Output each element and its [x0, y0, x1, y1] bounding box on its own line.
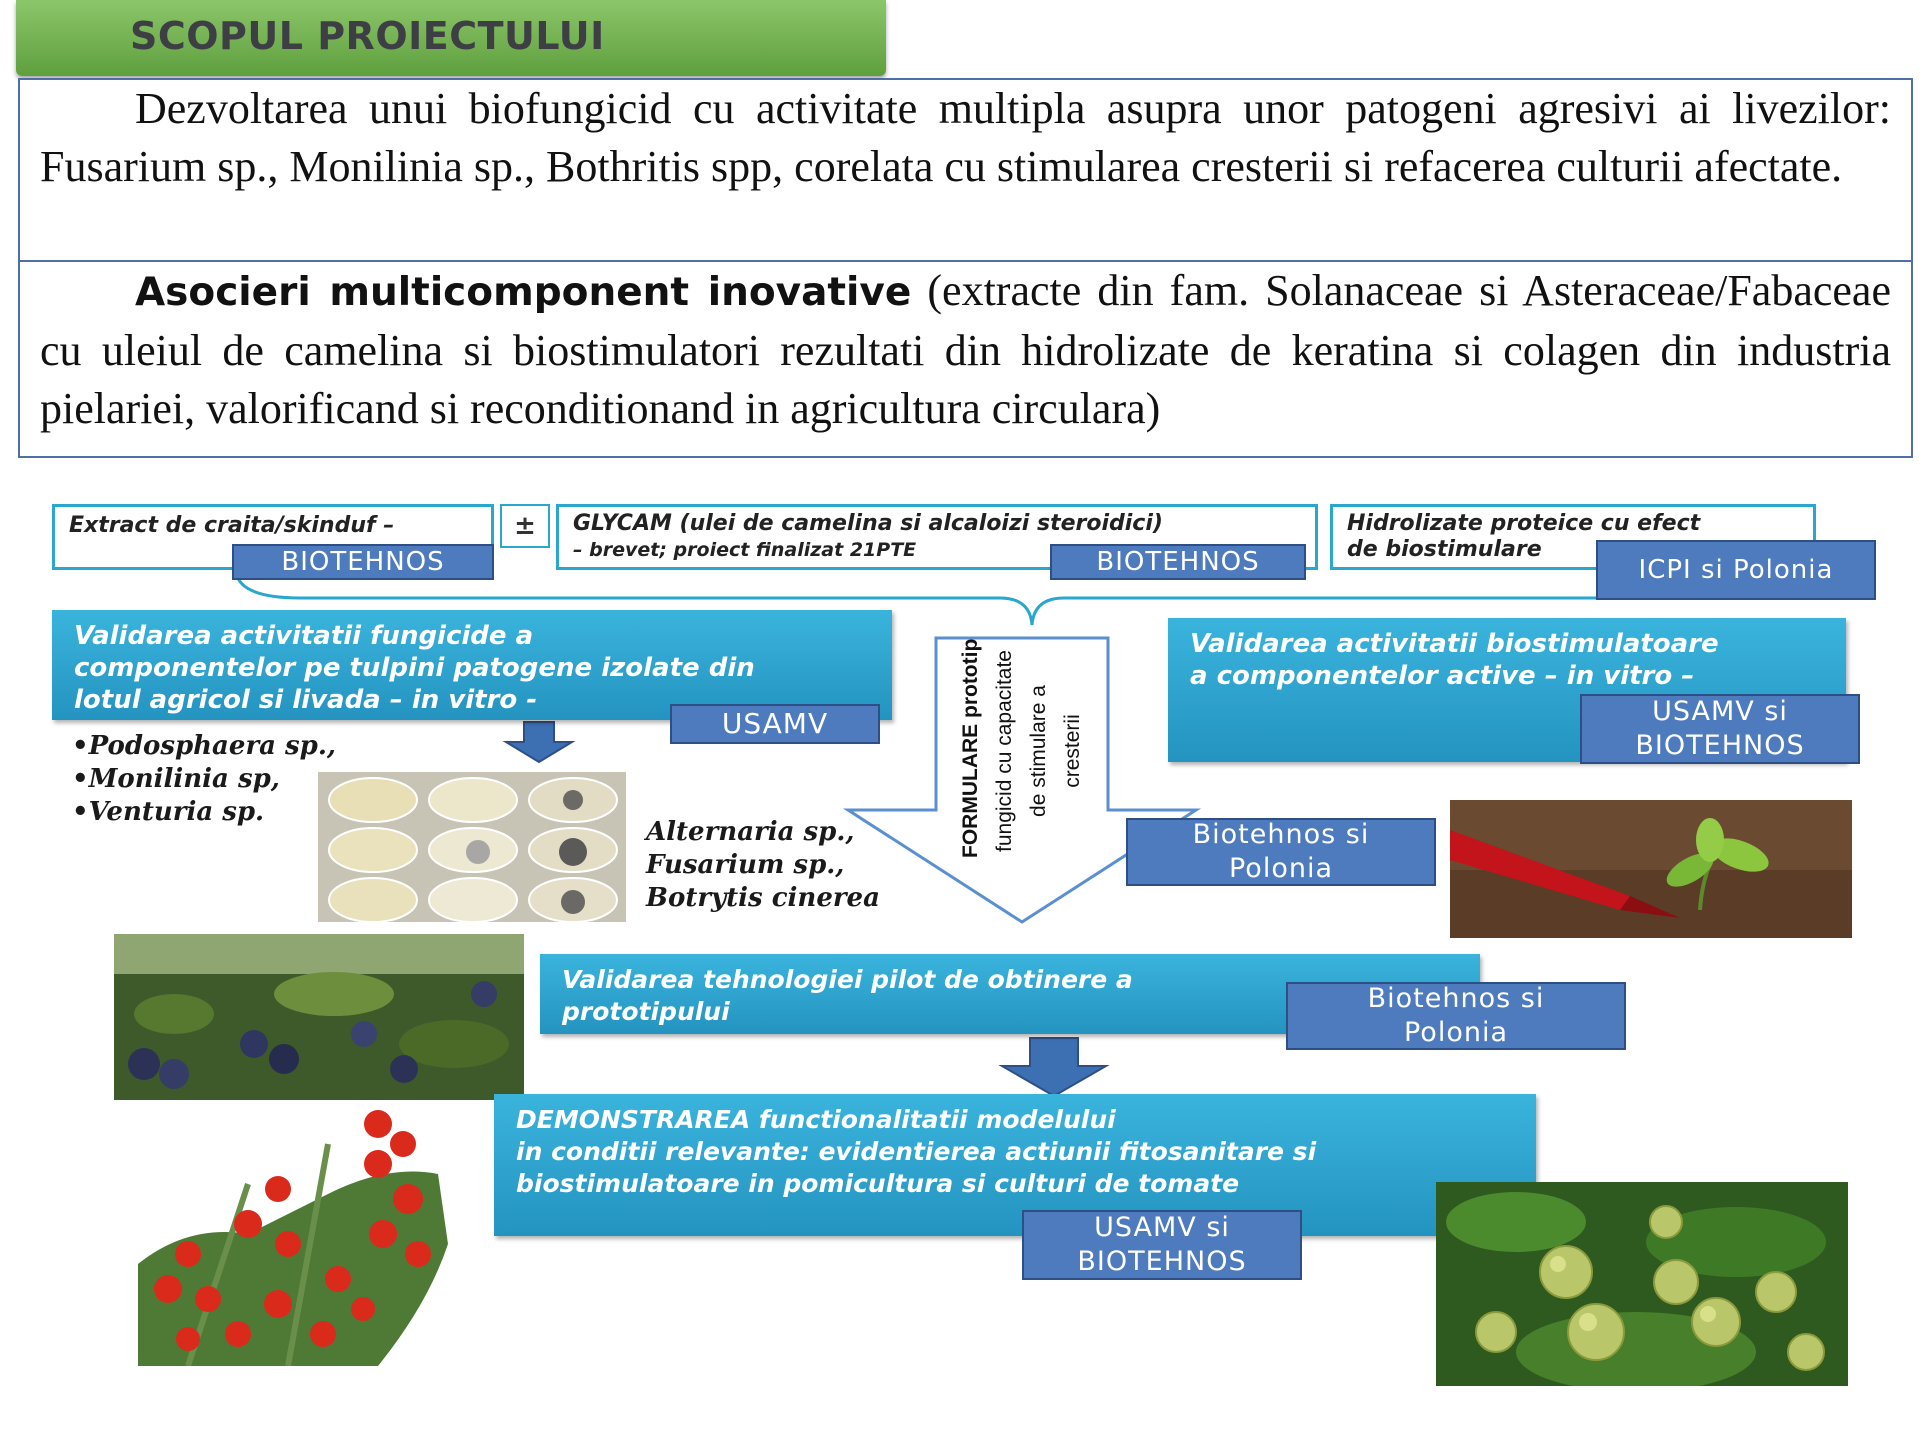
pathogen-item: Alternaria sp.,: [646, 817, 855, 847]
apple-image: [1436, 1182, 1848, 1386]
pathogen-item: Botrytis cinerea: [646, 883, 880, 913]
formulation-label: [942, 638, 1102, 858]
plums-image: [114, 934, 524, 1100]
step-fungicide-line2: componentelor pe tulpini patogene izolate din: [74, 653, 755, 683]
seedling-photo: [1450, 800, 1852, 938]
input-extract-text: Extract de craita/skinduf –: [69, 513, 395, 538]
step-demo-line1: DEMONSTRAREA functionalitatii modelului: [516, 1105, 1116, 1134]
page-title: SCOPUL PROIECTULUI: [130, 14, 605, 58]
petri-dish-image: [318, 772, 626, 922]
petri-dish-photo: [318, 772, 626, 922]
partner-usamv-1: USAMV: [670, 704, 880, 744]
step-demonstration: [494, 1094, 1536, 1236]
formulation-line3: de stimulare a: [1027, 685, 1050, 817]
innovation-bold: Asocieri multicomponent inovative: [135, 270, 912, 315]
tomato-image: [128, 1104, 458, 1366]
pathogen-item: Fusarium sp.,: [646, 850, 845, 880]
step-demo-line2: in conditii relevante: evidentierea actiunii fitosanitare si: [516, 1137, 1317, 1166]
seedling-image: [1450, 800, 1852, 938]
partner-biotehnos-polonia-1: Biotehnos si Polonia: [1126, 818, 1436, 886]
plums-photo: [114, 934, 524, 1100]
formulation-line1: FORMULARE prototip: [959, 638, 982, 858]
input-glycam-line1: GLYCAM (ulei de camelina si alcaloizi steroidici): [573, 511, 1163, 536]
tomato-photo: [128, 1104, 458, 1366]
partner-usamv-biotehnos-2: USAMV si BIOTEHNOS: [1022, 1210, 1302, 1280]
input-hydrolysate-line1: Hidrolizate proteice cu efect: [1347, 511, 1701, 536]
pathogens-left-list: [72, 730, 342, 829]
step-pilot-line2: prototipului: [562, 997, 730, 1026]
project-goal-text: Dezvoltarea unui biofungicid cu activitate multipla asupra unor patogeni agresivi ai livezilor: Fusarium sp., Monilinia sp., Bothritis spp, corelata cu stimularea cresterii si refacerea culturii afectate.: [40, 84, 1891, 191]
step-biostim-line2: a componentelor active – in vitro –: [1190, 661, 1695, 691]
partner-biotehnos-polonia-2: Biotehnos si Polonia: [1286, 982, 1626, 1050]
step-fungicide-line3: lotul agricol si livada – in vitro -: [74, 685, 538, 715]
step-demo-line3: biostimulatoare in pomicultura si culturi de tomate: [516, 1169, 1240, 1198]
partner-biotehnos-1: BIOTEHNOS: [232, 544, 494, 580]
input-glycam-line2: – brevet; proiect finalizat 21PTE: [573, 539, 917, 561]
formulation-text: [954, 638, 1090, 858]
pathogens-right-list: [646, 816, 946, 915]
pathogen-item: •Podosphaera sp.,: [72, 731, 336, 761]
down-arrow-small: [506, 722, 572, 762]
innovation-rest: (extracte din fam. Solanaceae si Asteraceae/Fabaceae cu uleiul de camelina si biostimulatori rezultati din hidrolizate de keratina si colagen din industria pielariei, valorificand si reconditionand in agricultura circulara): [40, 266, 1891, 433]
step-biostim-line1: Validarea activitatii biostimulatoare: [1190, 629, 1719, 659]
partner-icpi-polonia: ICPI si Polonia: [1596, 540, 1876, 600]
apple-photo: [1436, 1182, 1848, 1386]
partner-usamv-biotehnos-1: USAMV si BIOTEHNOS: [1580, 694, 1860, 764]
pathogen-item: •Venturia sp.: [72, 797, 265, 827]
plus-minus-sign: ±: [500, 504, 550, 548]
down-arrow-pilot: [1002, 1038, 1106, 1096]
input-hydrolysate-line2: de biostimulare: [1347, 537, 1542, 562]
pathogen-item: •Monilinia sp,: [72, 764, 280, 794]
formulation-line4: cresterii: [1061, 714, 1084, 788]
formulation-line2: fungicid cu capacitate: [993, 650, 1016, 852]
partner-biotehnos-2: BIOTEHNOS: [1050, 544, 1306, 580]
step-pilot-line1: Validarea tehnologiei pilot de obtinere a: [562, 965, 1133, 994]
step-fungicide-line1: Validarea activitatii fungicide a: [74, 621, 534, 651]
